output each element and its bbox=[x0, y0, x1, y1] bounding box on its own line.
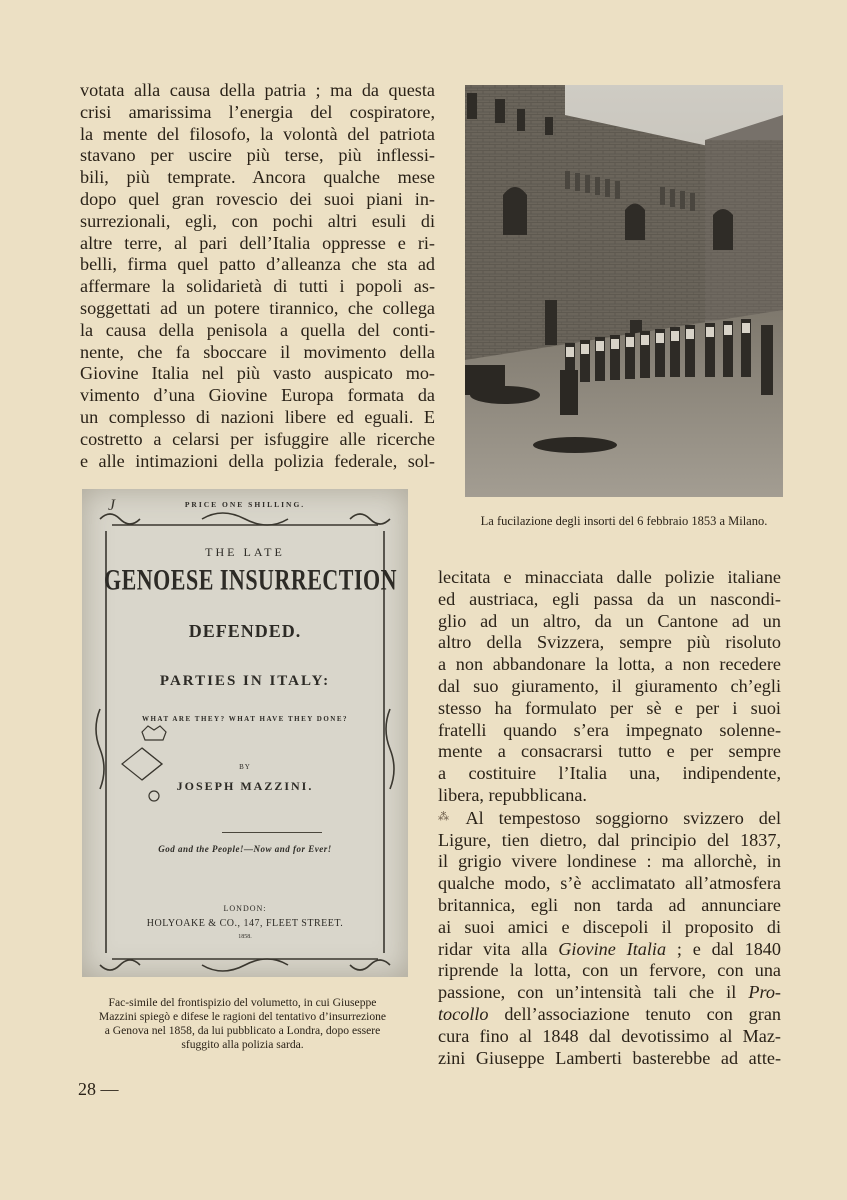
caption-line: a Genova nel 1858, da lui pubblicato a Londra, dopo essere bbox=[104, 1024, 381, 1037]
text-line: ed austriaca, egli passa da un nascondi- bbox=[438, 588, 781, 609]
title-question: WHAT ARE THEY? WHAT HAVE THEY DONE? bbox=[141, 715, 349, 723]
text-line: vimento d’una Giovine Europa formata da bbox=[80, 385, 435, 406]
text-line: surrezionali, egli, con pochi altri esuli di bbox=[80, 210, 435, 231]
caption-line: Mazzini spiegò e difese le ragioni del tentativo d’insurrezione bbox=[98, 1010, 387, 1023]
title-rule bbox=[222, 832, 322, 833]
text-line: Giovine Italia nel più vasto auspicato mo- bbox=[80, 363, 435, 384]
text-span: dell’associazione tenuto con gran bbox=[488, 1003, 781, 1024]
text-line: mente a consacrarsi tutto e per sempre bbox=[438, 741, 781, 762]
text-line bbox=[438, 982, 781, 1004]
text-line: ⁂ Al tempestoso soggiorno svizzero del bbox=[438, 807, 781, 830]
text-line: lecitata e minacciata dalle polizie italiane bbox=[438, 567, 781, 587]
text-line: zini Giuseppe Lamberti basterebbe ad atte- bbox=[438, 1047, 781, 1068]
title-publisher: HOLYOAKE & CO., 147, FLEET STREET. bbox=[146, 918, 344, 929]
text-line: glio ad un altro, da un Cantone ad un bbox=[438, 610, 781, 631]
execution-photograph bbox=[465, 85, 783, 497]
text-span: passione, con un’intensità tali che il bbox=[438, 982, 749, 1003]
title-author: JOSEPH MAZZINI. bbox=[176, 779, 314, 793]
text-line: crisi amarissima l’energia del cospiratore, bbox=[80, 101, 435, 122]
price-line: PRICE ONE SHILLING. bbox=[184, 500, 306, 509]
title-by: BY bbox=[239, 763, 251, 771]
text-line: la mente del filosofo, la volontà del patriota bbox=[80, 123, 435, 144]
text-line: il grigio vivere londinese : ma allorchè, in bbox=[438, 851, 781, 872]
text-line: libera, repubblicana. bbox=[438, 784, 587, 805]
text-line: riprende la lotta, con un fervore, con una bbox=[438, 960, 781, 981]
title-page-caption bbox=[80, 996, 405, 1052]
caption-line: Fac-simile del frontispizio del volumetto, in cui Giuseppe bbox=[108, 996, 377, 1009]
text-line: bili, più temprate. Ancora qualche mese bbox=[80, 167, 435, 188]
text-line: stesso ha formulato per sè e per i suoi bbox=[438, 697, 781, 718]
text-line: altre terre, al pari dell’Italia oppresse e ri- bbox=[80, 232, 435, 253]
caption-line: sfuggito alla polizia sarda. bbox=[181, 1038, 304, 1051]
text-span: ridar vita alla bbox=[438, 938, 559, 959]
title-city: LONDON: bbox=[223, 904, 267, 913]
text-line: fratelli quando s’era impegnato solenne- bbox=[438, 719, 781, 740]
text-line: cura fino al 1848 dal devotissimo al Maz- bbox=[438, 1025, 781, 1046]
italic-word: tocollo bbox=[438, 1003, 489, 1024]
title-page-facsimile bbox=[82, 489, 408, 977]
title-motto: God and the People!—Now and for Ever! bbox=[158, 844, 332, 854]
text-line: stavano per uscire più terse, più inflessi- bbox=[80, 145, 435, 166]
title-parties: PARTIES IN ITALY: bbox=[159, 673, 331, 689]
text-line: e alle intimazioni della polizia federale, sol- bbox=[80, 450, 435, 471]
text-line: qualche modo, s’è acclimatato all’atmosfera bbox=[438, 873, 781, 894]
text-line: un complesso di nazioni libere ed eguali. E bbox=[80, 406, 435, 427]
text-line: ai suoi amici e discepoli il proposito di bbox=[438, 916, 781, 937]
text-line: soggettati ad un potere tirannico, che collega bbox=[80, 297, 435, 318]
title-year: 1858. bbox=[238, 934, 252, 940]
text-line: britannica, egli non tarda ad annunciare bbox=[438, 894, 781, 915]
text-line: costretto a celarsi per isfuggire alle ricerche bbox=[80, 428, 435, 449]
text-line: affermare la solidarietà di tutti i popoli as- bbox=[80, 276, 435, 297]
page-number: 28 — bbox=[78, 1079, 119, 1099]
pencil-mark-icon: J bbox=[108, 497, 116, 514]
right-column-text bbox=[438, 567, 781, 1069]
title-the-late: THE LATE bbox=[205, 545, 285, 559]
text-line bbox=[438, 1004, 781, 1026]
text-line: nente, che fa sboccare il movimento della bbox=[80, 341, 435, 362]
text-line: belli, firma quel patto d’alleanza che sta ad bbox=[80, 254, 435, 275]
text-line: la causa della penisola a quella del conti- bbox=[80, 319, 435, 340]
italic-word: Pro- bbox=[748, 982, 781, 1003]
text-line: a costituire l’Italia una, indipendente, bbox=[438, 763, 781, 784]
text-line: a non abbandonare la lotta, a non recedere bbox=[438, 654, 781, 675]
text-span: ; e dal 1840 bbox=[666, 938, 781, 959]
text-line: altro della Svizzera, sempre più risoluto bbox=[438, 632, 781, 653]
photo-caption: La fucilazione degli insorti del 6 febbraio 1853 a Milano. bbox=[480, 514, 768, 528]
italic-title: Giovine Italia bbox=[558, 938, 667, 959]
text-line: dal suo giuramento, il giuramento ch’egli bbox=[438, 675, 781, 696]
title-defended: DEFENDED. bbox=[188, 621, 302, 641]
left-column-text bbox=[80, 80, 435, 472]
text-line: dopo quel gran rovescio dei suoi piani in- bbox=[80, 188, 435, 209]
text-line: votata alla causa della patria ; ma da questa bbox=[80, 80, 435, 100]
text-line: Ligure, tien dietro, dal principio del 1837, bbox=[438, 829, 781, 850]
title-main: GENOESE INSURRECTION bbox=[104, 562, 398, 597]
text-line bbox=[438, 939, 781, 961]
